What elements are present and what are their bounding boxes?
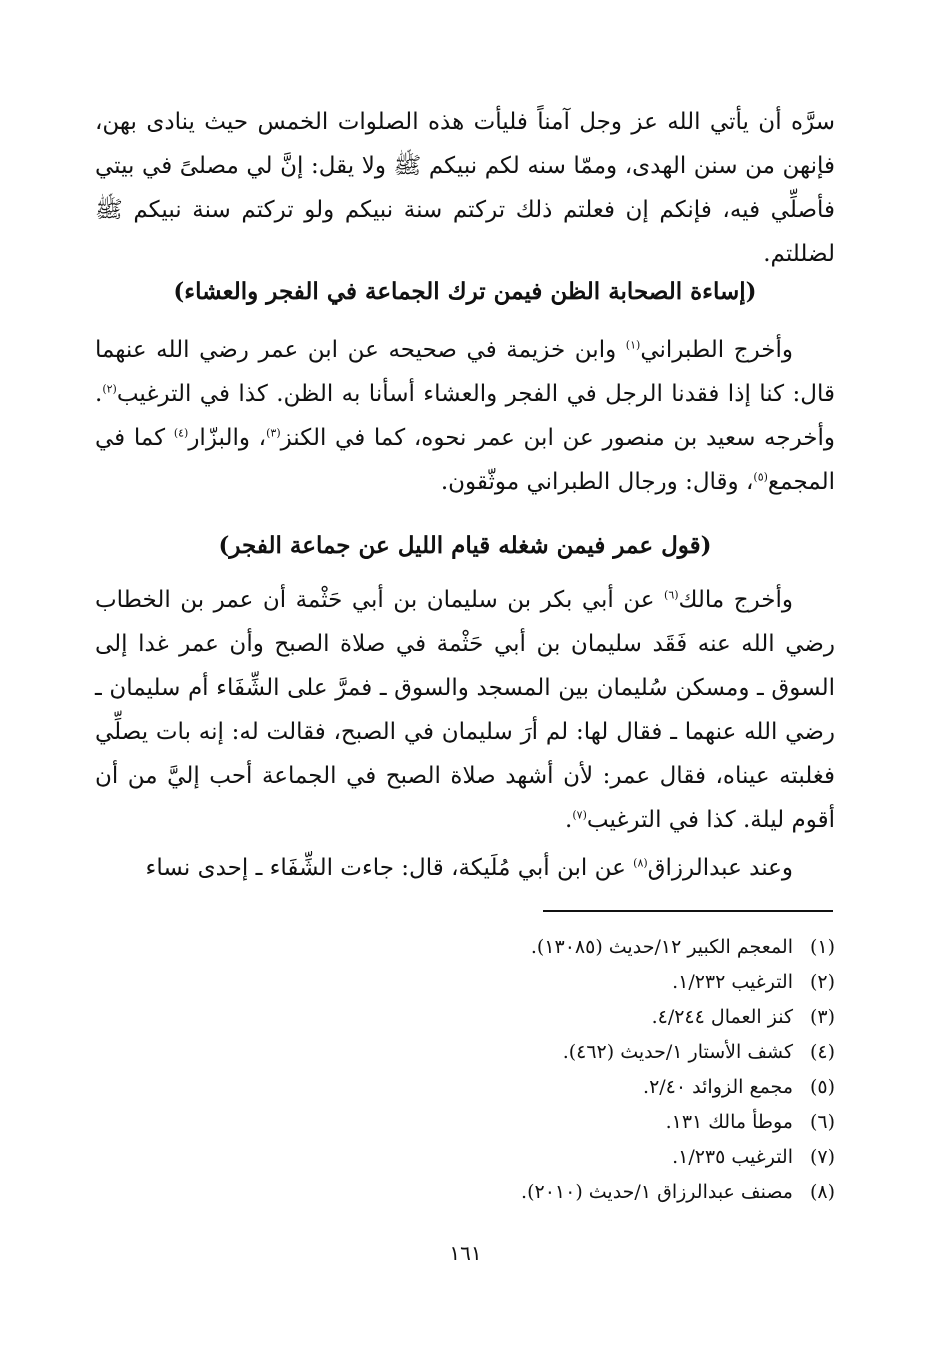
footnote-number: (٢): [809, 971, 835, 993]
paragraph-2-text: ، والبزّار: [188, 425, 267, 451]
paragraph-1: سرَّه أن يأتي الله عز وجل آمناً فليأت هذه الصلوات الخمس حيث ينادى بهن، فإنهن من سنن الهدى، وممّا سنه لكم نبيكم ﷺ ولا يقل: إنَّ لي مصلىً في بيتي فأصلِّي فيه، فإنكم إن فعلتم ذلك تركتم سنة نبيكم ولو تركتم سنة نبيكم ﷺ لضللتم.: [95, 109, 835, 267]
paragraph-4-text: عن ابن أبي مُلَيكة، قال: جاءت الشِّفَاء ـ إحدى نساء: [145, 855, 634, 881]
footnote-ref-7[interactable]: (٧): [572, 808, 587, 822]
footnote-item: [95, 1035, 835, 1070]
footnote-item: [95, 1000, 835, 1035]
footnote-text: الترغيب ١/٢٣٢.: [672, 971, 793, 993]
paragraph-2-text: وأخرج الطبراني: [640, 337, 794, 363]
paragraph-2-text: كما في المجمع: [95, 425, 835, 495]
paragraph-2-text: وابن خزيمة في صحيحه عن ابن عمر رضي الله عنهما قال: كنا إذا فقدنا الرجل في الفجر والعشاء أسأنا به الظن. كذا في الترغيب: [95, 337, 835, 407]
footnote-item: [95, 1070, 835, 1105]
footnote-item: [95, 1105, 835, 1140]
paragraph-2-text: ، وقال: ورجال الطبراني موثّقون.: [440, 469, 754, 495]
paragraph-3-text: .: [565, 807, 573, 833]
footnote-ref-2[interactable]: (٢): [102, 382, 117, 396]
section-heading-2: (قول عمر فيمن شغله قيام الليل عن جماعة الفجر): [218, 532, 712, 559]
paragraph-3-text: عن أبي بكر بن سليمان بن أبي حَثْمة أن عمر بن الخطاب رضي الله عنه فَقَد سليمان بن أبي حَثْمة في صلاة الصبح وأن عمر غدا إلى السوق ـ ومسكن سُليمان بين المسجد والسوق ـ فمرَّ على الشِّفَاء أم سليمان ـ رضي الله عنهما ـ فقال لها: لم أرَ سليمان في الصبح، فقالت له: إنه بات يصلِّي فغلبته عيناه، فقال عمر: لأن أشهد صلاة الصبح في الجماعة أحب إليَّ من أن أقوم ليلة. كذا في الترغيب: [95, 587, 835, 833]
paragraph-3-text: وأخرج مالك: [678, 587, 793, 613]
footnote-ref-8[interactable]: (٨): [633, 856, 648, 870]
paragraph-2-text: . وأخرجه سعيد بن منصور عن ابن عمر نحوه، كما في الكنز: [95, 381, 836, 451]
footnote-text: مصنف عبدالرزاق ١/حديث (٢٠١٠).: [521, 1181, 793, 1203]
paragraph-4-text: وعند عبدالرزاق: [647, 855, 793, 881]
paragraph-2: [95, 328, 835, 504]
footnote-item: [95, 1140, 835, 1175]
footnote-ref-4[interactable]: (٤): [173, 426, 189, 440]
footnote-text: مجمع الزوائد ٢/٤٠.: [643, 1076, 793, 1098]
section-heading-1: (إساءة الصحابة الظن فيمن ترك الجماعة في الفجر والعشاء): [173, 278, 757, 305]
footnote-text: كنز العمال ٤/٢٤٤.: [651, 1006, 793, 1028]
footnote-number: (٦): [809, 1111, 835, 1133]
footnote-ref-3[interactable]: (٣): [266, 426, 281, 440]
footnote-number: (١): [809, 936, 835, 958]
footnote-item: [95, 965, 835, 1000]
footnote-number: (٧): [809, 1146, 835, 1168]
paragraph-4: [95, 846, 835, 890]
footnote-ref-6[interactable]: (٦): [664, 588, 679, 602]
footnote-text: موطأ مالك ١٣١.: [665, 1111, 793, 1133]
footnote-number: (٨): [809, 1181, 835, 1203]
footnote-text: المعجم الكبير ١٢/حديث (١٣٠٨٥).: [530, 936, 793, 958]
footnote-item: [95, 1175, 835, 1210]
footnote-number: (٣): [809, 1006, 835, 1028]
footnotes-list: [95, 930, 835, 1210]
footnote-text: كشف الأستار ١/حديث (٤٦٢).: [562, 1041, 793, 1063]
footnote-ref-5[interactable]: (٥): [753, 470, 768, 484]
paragraph-3: [95, 578, 835, 842]
footnote-text: الترغيب ١/٢٣٥.: [672, 1146, 793, 1168]
footnote-number: (٤): [809, 1041, 835, 1063]
footnote-item: [95, 930, 835, 965]
footnote-divider: [543, 910, 833, 912]
page-number: ١٦١: [449, 1241, 482, 1265]
footnote-number: (٥): [809, 1076, 835, 1098]
footnote-ref-1[interactable]: (١): [625, 338, 641, 352]
